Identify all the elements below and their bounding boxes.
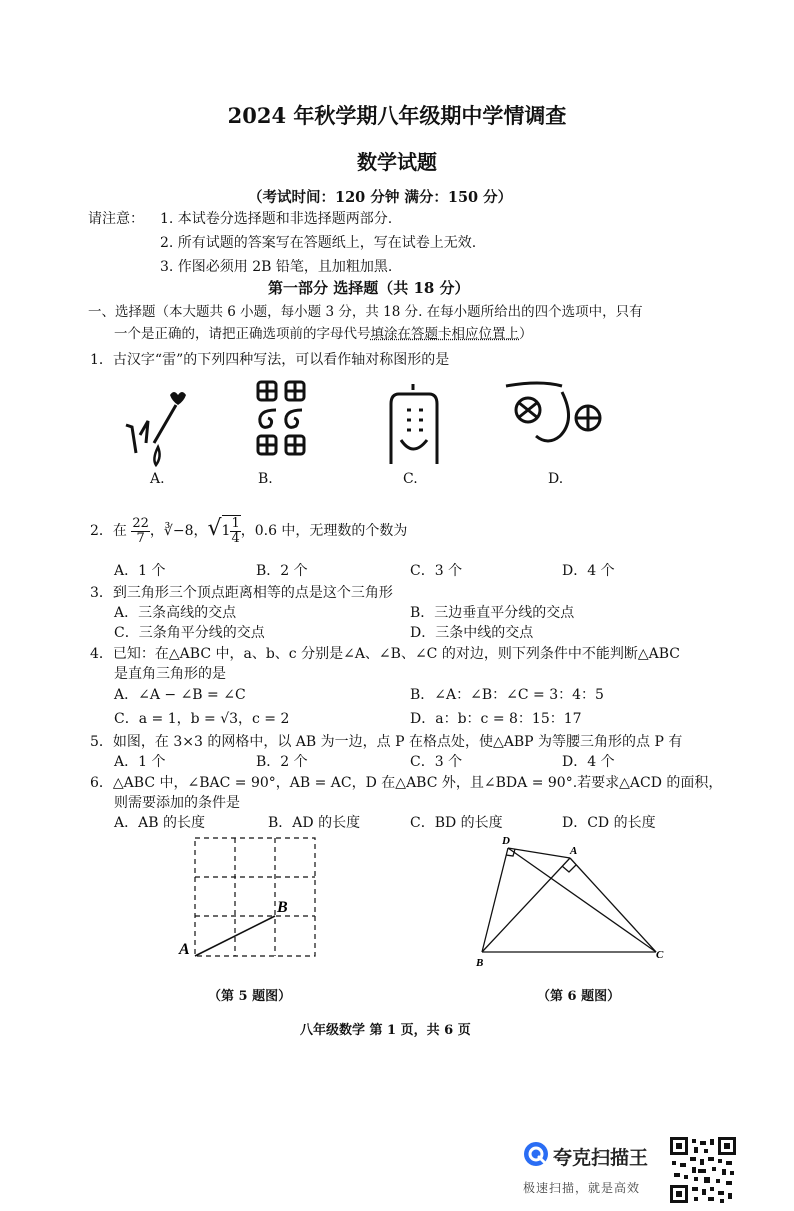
q5-option-d: D．4 个: [562, 754, 615, 770]
subject-title: 数学试题: [357, 150, 437, 174]
q1-label-a: A.: [150, 471, 165, 487]
scanner-logo-icon: [523, 1141, 549, 1167]
part1-instruction: 一、选择题（本大题共 6 小题，每小题 3 分，共 18 分. 在每小题所给出的四个选项中，只有: [88, 304, 643, 320]
q6-option-b: B．AD 的长度: [268, 815, 361, 831]
q4-option-c: C．a = 1，b = √3，c = 2: [114, 711, 290, 727]
page-footer: 八年级数学 第 1 页，共 6 页: [300, 1023, 471, 1038]
q1-label-b: B.: [258, 471, 273, 487]
q5-option-a: A．1 个: [114, 754, 166, 770]
fig5-label-a: A: [179, 941, 190, 958]
q2-option-b: B．2 个: [256, 563, 308, 579]
q6-option-a: A．AB 的长度: [114, 815, 205, 831]
fig5-grid-diagram: [175, 830, 325, 965]
q2-stem: 2．在 $\frac{22}{7}$ ，∛−8，√1 $\frac{1}{4}$ ，0.6 中，无理数的个数为: [90, 515, 408, 546]
q3-option-d: D．三条中线的交点: [410, 625, 534, 641]
q4-stem-2: 是直角三角形的是: [114, 666, 226, 682]
fig6-label-d: D: [502, 835, 510, 847]
note-item: 2. 所有试题的答案写在答题纸上，写在试卷上无效.: [160, 235, 477, 251]
fig5-caption: （第 5 题图）: [208, 989, 292, 1004]
q3-stem: 3．到三角形三个顶点距离相等的点是这个三角形: [90, 585, 393, 601]
part1-instruction-2: 一个是正确的，请把正确选项前的字母代号填涂在答题卡相应位置上）: [114, 326, 533, 342]
q5-stem: 5．如图，在 3×3 的网格中，以 AB 为一边，点 P 在格点处，使△ABP 为等腰三角形的点 P 有: [90, 734, 683, 750]
q1-label-c: C.: [403, 471, 418, 487]
q2-option-d: D．4 个: [562, 563, 615, 579]
q6-stem: 6．△ABC 中，∠BAC = 90°，AB = AC，D 在△ABC 外，且∠BDA = 90°.若要求△ACD 的面积，: [90, 775, 723, 791]
q2-option-c: C．3 个: [410, 563, 463, 579]
q6-option-d: D．CD 的长度: [562, 815, 656, 831]
q5-option-b: B．2 个: [256, 754, 308, 770]
q2-option-a: A．1 个: [114, 563, 166, 579]
note-item: 1. 本试卷分选择题和非选择题两部分.: [160, 211, 393, 227]
glyph-b-icon: [250, 378, 320, 466]
qr-code-icon: [670, 1137, 736, 1203]
fig5-label-b: B: [277, 899, 288, 916]
q5-option-c: C．3 个: [410, 754, 463, 770]
q4-option-b: B．∠A：∠B：∠C = 3：4：5: [410, 687, 604, 703]
q4-stem: 4．已知：在△ABC 中，a、b、c 分别是∠A、∠B、∠C 的对边，则下列条件中不能判断△ABC: [90, 646, 680, 662]
watermark-slogan: 极速扫描，就是高效: [523, 1181, 641, 1195]
fig6-label-a: A: [570, 845, 578, 857]
q6-stem-2: 则需要添加的条件是: [114, 795, 240, 811]
q1-label-d: D.: [548, 471, 564, 487]
fig6-triangle-diagram: [466, 830, 676, 975]
fig6-caption: （第 6 题图）: [537, 989, 621, 1004]
q4-option-a: A．∠A − ∠B = ∠C: [114, 687, 246, 703]
glyph-a-icon: [118, 383, 198, 468]
q6-option-c: C．BD 的长度: [410, 815, 503, 831]
note-item: 3. 作图必须用 2B 铅笔，且加粗加黑.: [160, 259, 393, 275]
q1-stem: 1．古汉字“雷”的下列四种写法，可以看作轴对称图形的是: [90, 352, 450, 368]
part1-heading: 第一部分 选择题（共 18 分）: [268, 279, 470, 297]
q3-option-c: C．三条角平分线的交点: [114, 625, 265, 641]
glyph-c-icon: [385, 380, 445, 468]
q3-option-b: B．三边垂直平分线的交点: [410, 605, 575, 621]
watermark-brand: 夸克扫描王: [553, 1147, 649, 1169]
exam-title: 2024 年秋学期八年级期中学情调查: [227, 103, 567, 128]
q3-option-a: A．三条高线的交点: [114, 605, 237, 621]
fig6-label-b: B: [476, 957, 484, 969]
q4-option-d: D．a：b：c = 8：15：17: [410, 711, 582, 727]
glyph-d-icon: [500, 380, 610, 450]
exam-info: （考试时间：120 分钟 满分：150 分）: [248, 189, 513, 206]
fig6-label-c: C: [656, 949, 664, 961]
notes-prefix: 请注意：: [88, 211, 144, 227]
